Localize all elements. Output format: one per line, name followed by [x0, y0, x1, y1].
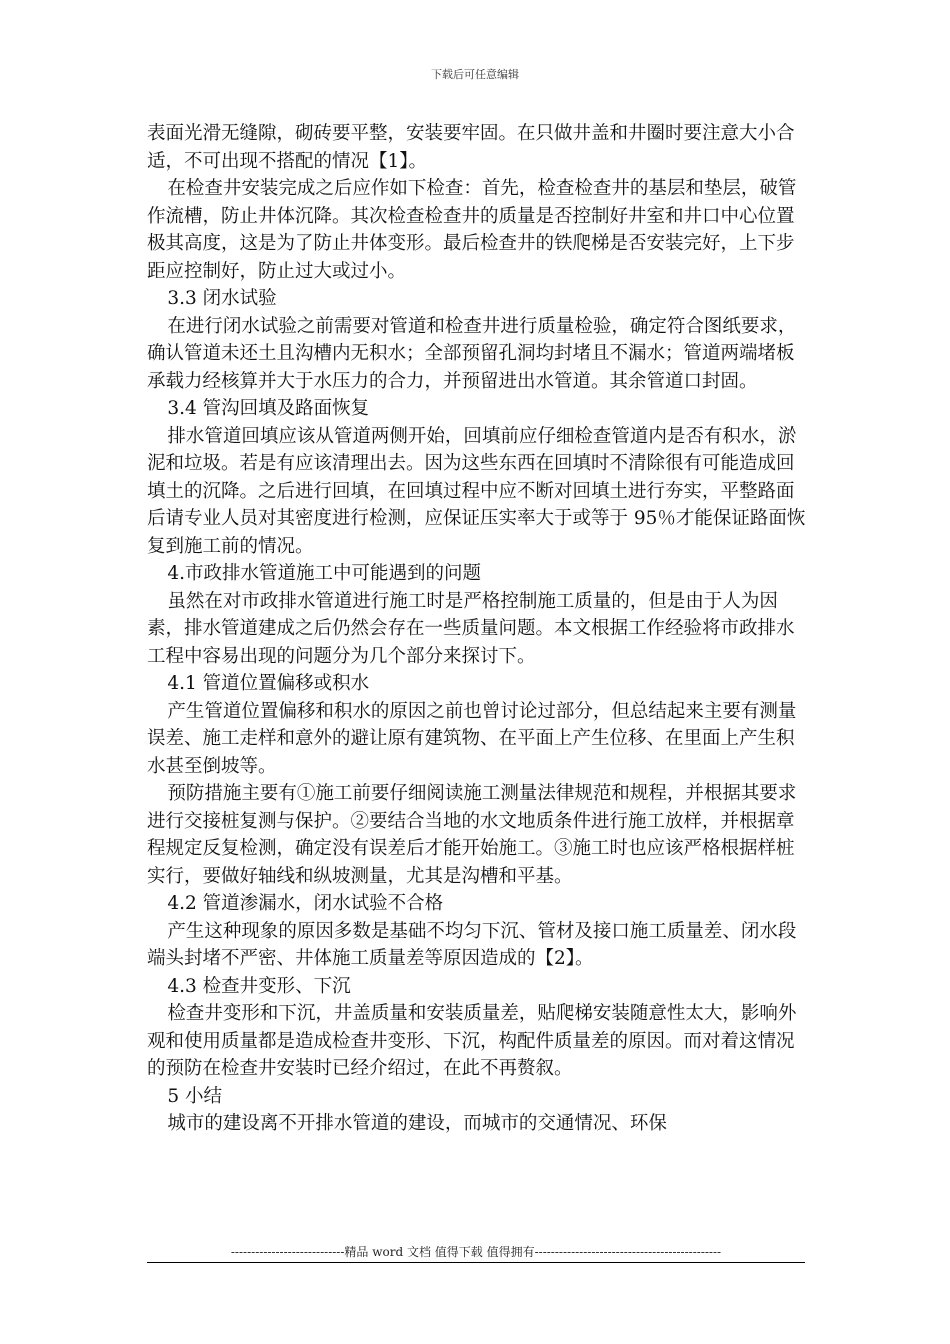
paragraph: 产生这种现象的原因多数是基础不均匀下沉、管材及接口施工质量差、闭水段端头封堵不严密、井体施工质量差等原因造成的【2】。	[147, 920, 797, 969]
paragraph: 产生管道位置偏移和积水的原因之前也曾讨论过部分，但总结起来主要有测量误差、施工走样和意外的避让原有建筑物、在平面上产生位移、在里面上产生积水甚至倒坡等。	[147, 700, 797, 777]
section-heading: 5 小结	[167, 1085, 222, 1107]
paragraph: 在进行闭水试验之前需要对管道和检查井进行质量检验，确定符合图纸要求，确认管道未还土且沟槽内无积水；全部预留孔洞均封堵且不漏水；管道两端堵板承载力经核算并大于水压力的合力，并预留进出水管道。其余管道口封固。	[147, 315, 797, 392]
section-heading: 4.1 管道位置偏移或积水	[167, 673, 370, 694]
document-body	[147, 120, 807, 1138]
paragraph: 在检查井安装完成之后应作如下检查：首先，检查检查井的基层和垫层，破管作流槽，防止井体沉降。其次检查检查井的质量是否控制好井室和井口中心位置极其高度，这是为了防止井体变形。最后检查井的铁爬梯是否安装完好，上下步距应控制好，防止过大或过小。	[147, 178, 797, 282]
section-heading: 4.3 检查井变形、下沉	[167, 975, 351, 997]
section-heading: 4.市政排水管道施工中可能遇到的问题	[167, 563, 481, 584]
section-heading: 3.3 闭水试验	[167, 288, 277, 309]
paragraph: 城市的建设离不开排水管道的建设，而城市的交通情况、环保	[167, 1113, 667, 1134]
paragraph-continuation: 表面光滑无缝隙，砌砖要平整，安装要牢固。在只做井盖和井圈时要注意大小合适，不可出现不搭配的情况【1】。	[147, 123, 795, 172]
section-heading: 3.4 管沟回填及路面恢复	[167, 398, 370, 419]
page-header: 下载后可任意编辑	[431, 68, 519, 81]
footer-rule	[147, 1262, 805, 1263]
paragraph: 排水管道回填应该从管道两侧开始，回填前应仔细检查管道内是否有积水，淤泥和垃圾。若是有应该清理出去。因为这些东西在回填时不清除很有可能造成回填土的沉降。之后进行回填，在回填过程中应不断对回填土进行夯实，平整路面后请专业人员对其密度进行检测，应保证压实率大于或等于 95％才能保证路面恢复到施工前的情况。	[147, 425, 806, 557]
paragraph: 检查井变形和下沉，井盖质量和安装质量差，贴爬梯安装随意性太大，影响外观和使用质量都是造成检查井变形、下沉，构配件质量差的原因。而对着这情况的预防在检查井安装时已经介绍过，在此不再赘叙。	[147, 1003, 797, 1079]
paragraph: 预防措施主要有①施工前要仔细阅读施工测量法律规范和规程，并根据其要求进行交接桩复测与保护。②要结合当地的水文地质条件进行施工放样，并根据章程规定反复检测，确定没有误差后才能开始施工。③施工时也应该严格根据样桩实行，要做好轴线和纵坡测量，尤其是沟槽和平基。	[147, 783, 797, 887]
page-footer: ----------------------------精品 word 文档 值得下载 值得拥有----------------------------------------------	[230, 1245, 722, 1259]
section-heading: 4.2 管道渗漏水，闭水试验不合格	[167, 893, 444, 914]
paragraph: 虽然在对市政排水管道进行施工时是严格控制施工质量的，但是由于人为因素，排水管道建成之后仍然会存在一些质量问题。本文根据工作经验将市政排水工程中容易出现的问题分为几个部分来探讨下。	[147, 590, 795, 667]
